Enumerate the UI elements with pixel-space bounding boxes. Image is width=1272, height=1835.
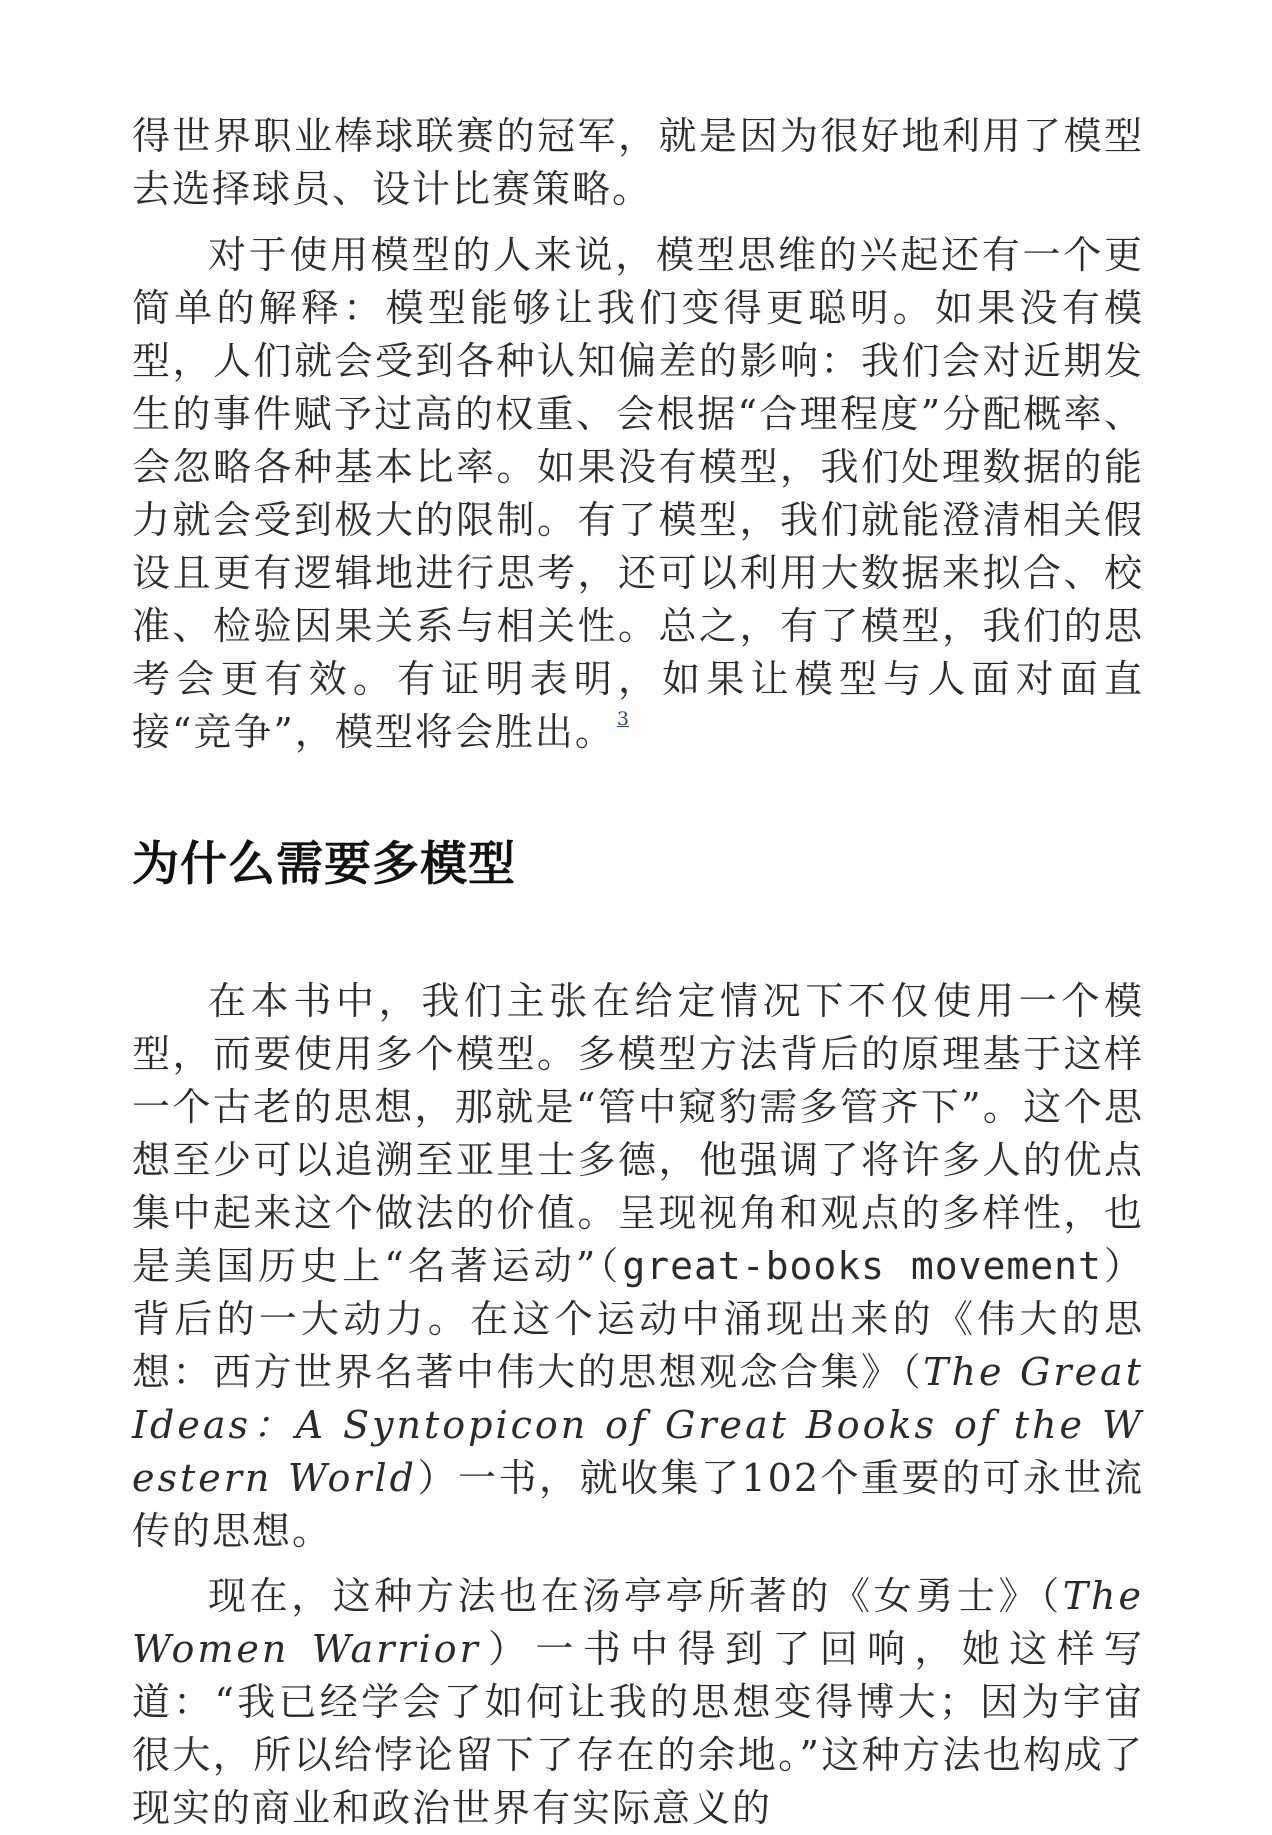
section-heading: 为什么需要多模型 (132, 837, 516, 892)
paragraph-text: ）一书，就收集了102个重要的可永世流传的思想。 (132, 1456, 1144, 1553)
paragraph-continuation (132, 110, 1144, 216)
book-title-english: The Women Warrior (132, 1574, 1144, 1671)
paragraph-text: 对于使用模型的人来说，模型思维的兴起还有一个更简单的解释：模型能够让我们变得更聪明。如果没有模型，人们就会受到各种认知偏差的影响：我们会对近期发生的事件赋予过高的权重、会根据“合理程度”分配概率、会忽略各种基本比率。如果没有模型，我们处理数据的能力就会受到极大的限制。有了模型，我们就能澄清相关假设且更有逻辑地进行思考，还可以利用大数据来拟合、校准、检验因果关系与相关性。总之，有了模型，我们的思考会更有效。有证明表明，如果让模型与人面对面直接“竞争”，模型将会胜出。 (132, 233, 1144, 754)
footnote-link[interactable]: 3 (616, 708, 629, 730)
paragraph-text: ）背后的一大动力。在这个运动中涌现出来的《伟大的思想：西方世界名著中伟大的思想观念合集》（ (132, 1244, 1144, 1394)
paragraph-text: 得世界职业棒球联赛的冠军，就是因为很好地利用了模型去选择球员、设计比赛策略。 (132, 114, 1144, 211)
paragraph-multi-model (132, 975, 1144, 1558)
book-title-english: The Great Ideas：A Syntopicon of Great Books of the Western World (132, 1350, 1144, 1500)
paragraph-text: ）一书中得到了回响，她这样写道：“我已经学会了如何让我的思想变得博大；因为宇宙很大，所以给悖论留下了存在的余地。”这种方法也构成了现实的商业和政治世界有实际意义的 (132, 1627, 1144, 1830)
paragraph-woman-warrior (132, 1570, 1144, 1835)
paragraph-model-thinking (132, 229, 1144, 759)
english-term: great-books movement (622, 1244, 1102, 1288)
document-page (132, 110, 1144, 1835)
paragraph-text: 现在，这种方法也在汤亭亭所著的《女勇士》（ (208, 1574, 1063, 1618)
paragraph-text: 在本书中，我们主张在给定情况下不仅使用一个模型，而要使用多个模型。多模型方法背后的原理基于这样一个古老的思想，那就是“管中窥豹需多管齐下”。这个思想至少可以追溯至亚里士多德，他强调了将许多人的优点集中起来这个做法的价值。呈现视角和观点的多样性，也是美国历史上“名著运动”（ (132, 979, 1144, 1288)
